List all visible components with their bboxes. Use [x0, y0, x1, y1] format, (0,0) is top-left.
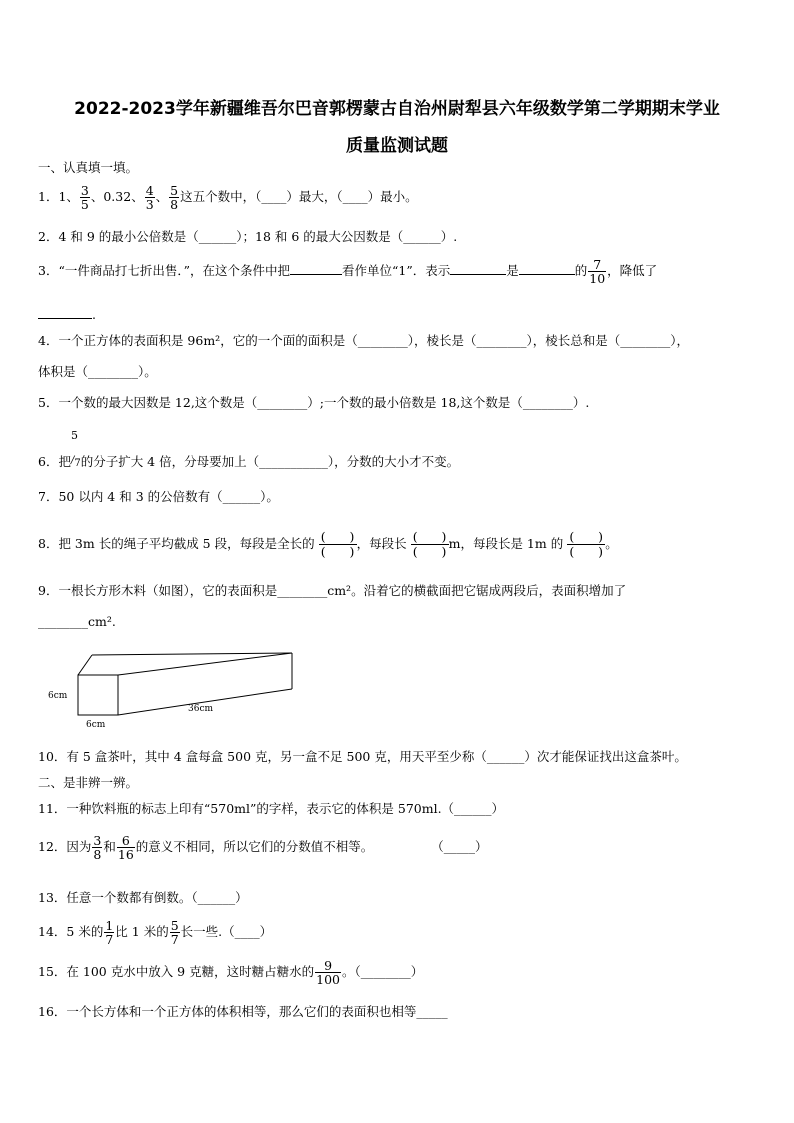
question-1: 1．1、 $\frac{3}{5}$ 、0.32、 $\frac{4}{3}$ 、 $\frac{5}{8}$ 这五个数中，（____）最大，（____）最小。 — [38, 183, 418, 213]
question-6: 6．把/7的分子扩大 4 倍，分母要加上（___________），分数的大小才不变。 — [38, 454, 460, 469]
question-5: 5．一个数的最大因数是 12,这个数是（________）;一个数的最小倍数是 18,这个数是（________）. — [38, 395, 590, 410]
paren-fraction-blank[interactable]: ( ) ( ) — [319, 530, 357, 559]
fraction: $\frac{3}{8}$ — [93, 833, 102, 863]
section-1-heading: 一、认真填一填。 — [38, 160, 139, 175]
label-length: 36cm — [188, 704, 214, 714]
question-3-continued: . — [38, 306, 96, 322]
fraction: $\frac{3}{5}$ — [80, 183, 89, 213]
question-3: 3．“一件商品打七折出售．”，在这个条件中把 看作单位“1”．表示 是 的 $\frac{7}{10}$ ，降低了 — [38, 257, 658, 287]
question-10: 10．有 5 盒茶叶，其中 4 盒每盒 500 克，另一盒不足 500 克，用天平至少称（______）次才能保证找出这盒茶叶。 — [38, 749, 687, 764]
fraction: $\frac{7}{10}$ — [589, 257, 606, 287]
answer-blank[interactable] — [450, 262, 506, 275]
section-2-heading: 二、是非辨一辨。 — [38, 775, 139, 790]
question-16: 16．一个长方体和一个正方体的体积相等，那么它们的表面积也相等_____ — [38, 1004, 448, 1019]
question-14: 14．5 米的 $\frac{1}{7}$ 比 1 米的 $\frac{5}{7}$ 长一些.（____） — [38, 918, 273, 948]
cuboid-figure — [40, 645, 310, 735]
question-15: 15．在 100 克水中放入 9 克糖，这时糖占糖水的 $\frac{9}{100}$ 。（________） — [38, 958, 424, 988]
question-8: 8．把 3m 长的绳子平均截成 5 段，每段是全长的 ( ) ( ) ，每段长 ( ) ( ) m，每段长是 1m 的 ( ) ( ) 。 — [38, 529, 618, 559]
question-4-line-2: 体积是（________）。 — [38, 364, 157, 379]
question-4-line-1: 4．一个正方体的表面积是 96m²，它的一个面的面积是（________），棱长是（________），棱长总和是（________）， — [38, 333, 689, 348]
paren-fraction-blank[interactable]: ( ) ( ) — [411, 530, 449, 559]
label-height: 6cm — [48, 691, 68, 701]
question-7: 7．50 以内 4 和 3 的公倍数有（______）。 — [38, 489, 279, 504]
fraction: $\frac{5}{7}$ — [170, 918, 179, 948]
answer-blank[interactable] — [519, 262, 575, 275]
label-width: 6cm — [86, 720, 106, 730]
title-line-2: 质量监测试题 — [346, 136, 448, 156]
question-12: 12．因为 $\frac{3}{8}$ 和 $\frac{6}{16}$ 的意义不相同，所以它们的分数值不相等。 （_____） — [38, 833, 488, 863]
answer-blank[interactable] — [290, 262, 342, 275]
fraction: $\frac{9}{100}$ — [316, 958, 340, 988]
title-line-1: 2022-2023学年新疆维吾尔巴音郭楞蒙古自治州尉犁县六年级数学第二学期期末学业 — [74, 99, 720, 119]
fraction: $\frac{4}{3}$ — [145, 183, 154, 213]
question-13: 13．任意一个数都有倒数。（______） — [38, 890, 248, 905]
cuboid-front-face — [78, 675, 118, 715]
question-9-line-1: 9．一根长方形木料（如图），它的表面积是________cm²。沿着它的横截面把它锯成两段后，表面积增加了 — [38, 583, 627, 598]
paren-fraction-blank[interactable]: ( ) ( ) — [567, 530, 605, 559]
fraction: $\frac{5}{8}$ — [170, 183, 179, 213]
question-6-fraction-numerator: 5 — [71, 429, 78, 442]
fraction: $\frac{1}{7}$ — [105, 918, 114, 948]
question-9-line-2: ________cm². — [38, 614, 116, 629]
question-11: 11．一种饮料瓶的标志上印有“570ml”的字样，表示它的体积是 570ml.（______） — [38, 801, 505, 816]
question-2: 2．4 和 9 的最小公倍数是（______）；18 和 6 的最大公因数是（______）. — [38, 229, 458, 244]
fraction: $\frac{6}{16}$ — [117, 833, 134, 863]
answer-blank[interactable] — [38, 306, 92, 319]
